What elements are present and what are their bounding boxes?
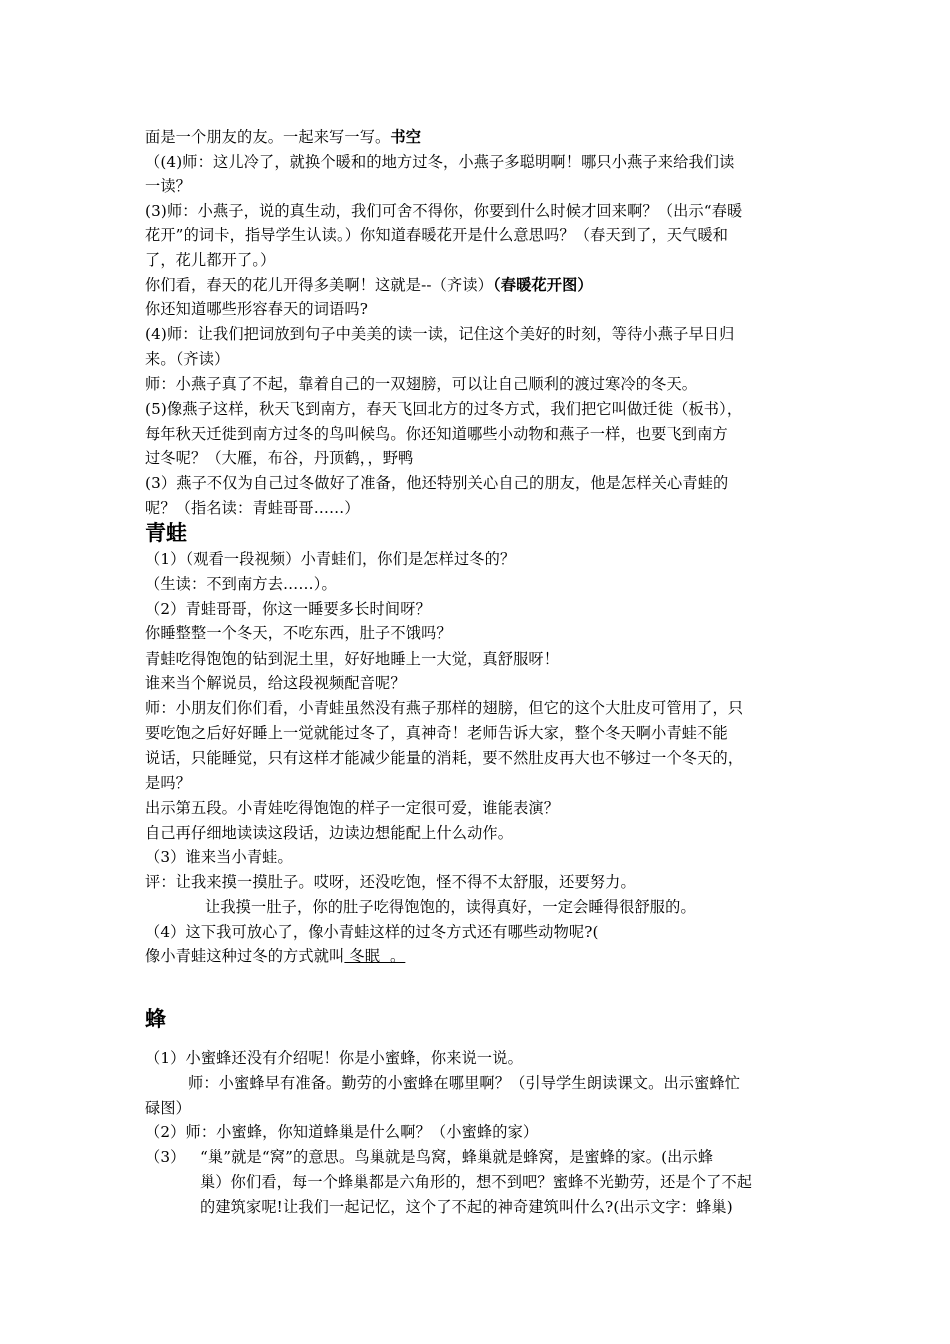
underlined-answer: 冬眠 。 xyxy=(344,947,406,965)
paragraph-line-hanging: 的建筑家呢!让我们一起记忆，这个了不起的神奇建筑叫什么?(出示文字：蜂巢) xyxy=(200,1198,733,1216)
paragraph-line: (3）燕子不仅为自己过冬做好了准备，他还特别关心自己的朋友，他是怎样关心青蛙的 xyxy=(145,474,729,492)
paragraph-line: （4）这下我可放心了，像小青蛙这样的过冬方式还有哪些动物呢?( xyxy=(145,923,599,941)
paragraph-line: 师：小燕子真了不起，靠着自己的一双翅膀，可以让自己顺利的渡过寒冷的冬天。 xyxy=(145,375,698,393)
paragraph-line: （2）青蛙哥哥，你这一睡要多长时间呀？ xyxy=(145,600,431,618)
paragraph-line: （2）师：小蜜蜂，你知道蜂巢是什么啊？（小蜜蜂的家） xyxy=(145,1123,539,1141)
paragraph-line: 一读？ xyxy=(145,177,192,195)
paragraph-line: 自己再仔细地读读这段话，边读边想能配上什么动作。 xyxy=(145,824,514,842)
paragraph-line-indented: 师：小蜜蜂早有准备。勤劳的小蜜蜂在哪里啊？（引导学生朗读课文。出示蜜蜂忙 xyxy=(188,1074,741,1092)
paragraph-line: 了，花儿都开了。） xyxy=(145,251,276,269)
paragraph-line: 青蛙吃得饱饱的钻到泥土里，好好地睡上一大觉，真舒服呀！ xyxy=(145,650,560,668)
paragraph-line: 每年秋天迁徙到南方过冬的鸟叫候鸟。你还知道哪些小动物和燕子一样，也要飞到南方 xyxy=(145,425,728,443)
paragraph-line-hanging: “巢”就是“窝”的意思。鸟巢就是鸟窝，蜂巢就是蜂窝，是蜜蜂的家。(出示蜂 xyxy=(200,1148,714,1166)
paragraph-line: 要吃饱之后好好睡上一觉就能过冬了，真神奇！老师告诉大家，整个冬天啊小青蛙不能 xyxy=(145,724,728,742)
paragraph-line: 像小青蛙这种过冬的方式就叫 冬眠 。 xyxy=(145,947,406,965)
paragraph-line: 是吗？ xyxy=(145,774,192,792)
paragraph-line: （(4)师：这儿冷了，就换个暖和的地方过冬，小燕子多聪明啊！哪只小燕子来给我们读 xyxy=(145,153,735,171)
paragraph-line: 碌图） xyxy=(145,1099,192,1117)
paragraph-line: (3)师：小燕子，说的真生动，我们可舍不得你，你要到什么时候才回来啊？（出示“春暖 xyxy=(145,202,743,220)
paragraph-line: （1）（观看一段视频）小青蛙们，你们是怎样过冬的？ xyxy=(145,550,516,568)
paragraph-line: （3） xyxy=(145,1148,186,1166)
paragraph-line: 来。（齐读） xyxy=(145,350,230,368)
paragraph-line: 谁来当个解说员，给这段视频配音呢？ xyxy=(145,674,406,692)
paragraph-line: （1）小蜜蜂还没有介绍呢！你是小蜜蜂，你来说一说。 xyxy=(145,1049,523,1067)
bold-note: （春暖花开图） xyxy=(493,276,593,294)
paragraph-line: 过冬呢？（大雁，布谷，丹顶鹤，，野鸭 xyxy=(145,449,414,467)
paragraph-line: （3）谁来当小青蛙。 xyxy=(145,848,293,866)
paragraph-line-hanging: 巢）你们看，每一个蜂巢都是六角形的，想不到吧？蜜蜂不光勤劳，还是个了不起 xyxy=(200,1173,753,1191)
paragraph-line: (5)像燕子这样，秋天飞到南方，春天飞回北方的过冬方式，我们把它叫做迁徙（板书）， xyxy=(145,400,743,418)
bold-note: 书空 xyxy=(390,128,422,146)
paragraph-line: (4)师：让我们把词放到句子中美美的读一读，记住这个美好的时刻，等待小燕子早日归 xyxy=(145,325,735,343)
paragraph-line: 呢？（指名读：青蛙哥哥……） xyxy=(145,499,360,517)
paragraph-line: （生读：不到南方去……）。 xyxy=(145,575,337,593)
paragraph-line: 评：让我来摸一摸肚子。哎呀，还没吃饱，怪不得不太舒服，还要努力。 xyxy=(145,873,636,891)
paragraph-line: 面是一个朋友的友。一起来写一写。书空 xyxy=(145,128,422,146)
section-heading-bee: 蜂 xyxy=(145,1007,166,1031)
paragraph-line: 你还知道哪些形容春天的词语吗? xyxy=(145,300,369,318)
paragraph-line: 出示第五段。小青娃吃得饱饱的样子一定很可爱，谁能表演？ xyxy=(145,799,560,817)
paragraph-line: 花开”的词卡，指导学生认读。）你知道春暖花开是什么意思吗？（春天到了，天气暖和 xyxy=(145,226,729,244)
paragraph-line: 你睡整整一个冬天，不吃东西，肚子不饿吗？ xyxy=(145,624,452,642)
section-heading-frog: 青蛙 xyxy=(145,521,187,545)
paragraph-line: 你们看，春天的花儿开得多美啊！这就是--（齐读）（春暖花开图） xyxy=(145,276,593,294)
paragraph-line: 师：小朋友们你们看，小青蛙虽然没有燕子那样的翅膀，但它的这个大肚皮可管用了，只 xyxy=(145,699,744,717)
paragraph-line-indented: 让我摸一肚子，你的肚子吃得饱饱的，读得真好，一定会睡得很舒服的。 xyxy=(205,898,696,916)
paragraph-line: 说话，只能睡觉，只有这样才能减少能量的消耗，要不然肚皮再大也不够过一个冬天的， xyxy=(145,749,744,767)
